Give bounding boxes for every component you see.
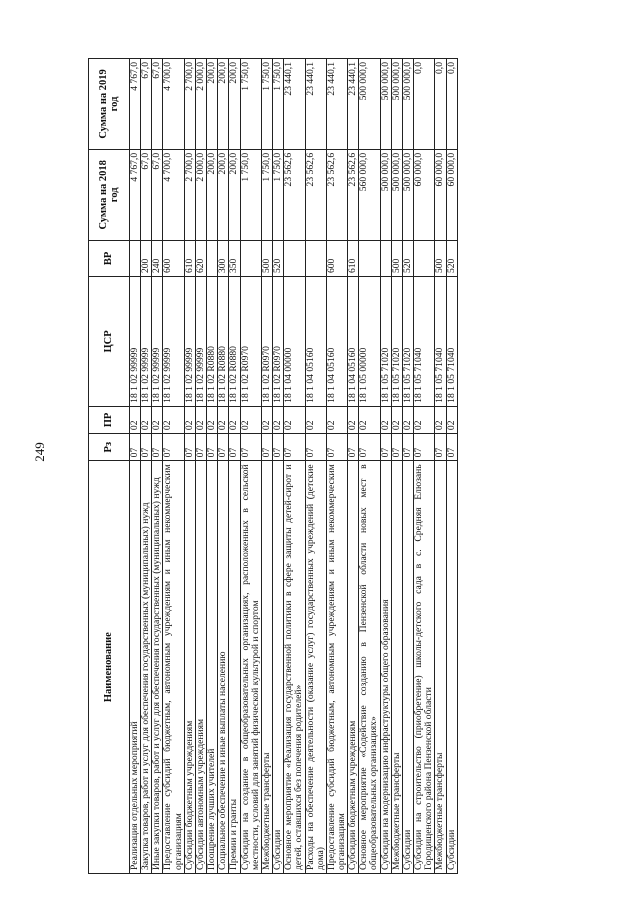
row-vr: 300: [218, 240, 229, 276]
row-vr: [414, 240, 435, 276]
row-sum-2018: 67,0: [152, 149, 163, 240]
row-sum-2018: 1 750,0: [240, 149, 261, 240]
row-pr: 02: [326, 406, 347, 433]
row-name: Основное мероприятие «Содействие созданию в Пензенской области новых мест в общеобразовательных организациях»: [359, 461, 380, 874]
row-vr: 350: [229, 240, 240, 276]
row-sum-2019: 23 440,1: [305, 59, 326, 150]
row-vr: 500: [391, 240, 402, 276]
row-pr: 02: [218, 406, 229, 433]
row-vr: 500: [435, 240, 446, 276]
row-sum-2018: 560 000,0: [359, 149, 380, 240]
row-sum-2019: 1 750,0: [273, 59, 284, 150]
row-sum-2019: 200,0: [229, 59, 240, 150]
row-vr: 200: [141, 240, 152, 276]
row-name: Субсидии на создание в общеобразовательных организациях, расположенных в сельской местности, условий для занятий физической культурой и спортом: [240, 461, 261, 874]
row-sum-2018: 500 000,0: [391, 149, 402, 240]
table-row: [218, 59, 229, 874]
row-pr: 02: [130, 406, 141, 433]
row-name: Субсидии автономным учреждениям: [195, 461, 206, 874]
row-pr: 02: [207, 406, 218, 433]
row-csr: 18 1 02 R0880: [229, 277, 240, 407]
row-name: Предоставление субсидий бюджетным, автономным учреждениям и иным некоммерческим организациям: [163, 461, 184, 874]
table-row: [359, 59, 380, 874]
row-vr: 520: [402, 240, 413, 276]
row-pr: 02: [348, 406, 359, 433]
row-sum-2019: 0,0: [446, 59, 457, 150]
row-rz: 07: [207, 434, 218, 461]
row-csr: 18 1 02 R0970: [240, 277, 261, 407]
header-rz: Рз: [89, 434, 130, 461]
row-vr: 500: [261, 240, 272, 276]
row-rz: 07: [229, 434, 240, 461]
row-sum-2018: 60 000,0: [414, 149, 435, 240]
row-csr: 18 1 05 71020: [391, 277, 402, 407]
row-sum-2019: 200,0: [218, 59, 229, 150]
row-vr: [359, 240, 380, 276]
row-csr: 18 1 05 71040: [446, 277, 457, 407]
row-csr: 18 1 02 R0880: [218, 277, 229, 407]
row-sum-2019: 67,0: [141, 59, 152, 150]
row-csr: 18 1 02 99999: [184, 277, 195, 407]
row-name: Субсидии: [446, 461, 457, 874]
row-name: Субсидии: [273, 461, 284, 874]
row-csr: 18 1 04 05160: [326, 277, 347, 407]
row-sum-2019: 1 750,0: [240, 59, 261, 150]
table-row: [195, 59, 206, 874]
row-pr: 02: [414, 406, 435, 433]
row-sum-2018: 2 700,0: [184, 149, 195, 240]
row-csr: 18 1 05 71020: [380, 277, 391, 407]
row-pr: 02: [446, 406, 457, 433]
row-name: Основное мероприятие «Реализация государственной политики в сфере защиты детей-сирот и детей, оставшихся без попечения родителей»: [284, 461, 305, 874]
row-rz: 07: [359, 434, 380, 461]
row-name: Реализация отдельных мероприятий: [130, 461, 141, 874]
row-vr: 620: [195, 240, 206, 276]
row-rz: 07: [305, 434, 326, 461]
row-rz: 07: [152, 434, 163, 461]
row-vr: 600: [326, 240, 347, 276]
row-sum-2018: 60 000,0: [446, 149, 457, 240]
row-vr: [240, 240, 261, 276]
table-header-row: [89, 59, 130, 874]
row-rz: 07: [391, 434, 402, 461]
row-sum-2018: 1 750,0: [261, 149, 272, 240]
table-row: [348, 59, 359, 874]
row-sum-2019: 200,0: [207, 59, 218, 150]
row-csr: 18 1 05 71040: [414, 277, 435, 407]
row-vr: [284, 240, 305, 276]
row-rz: 07: [195, 434, 206, 461]
row-csr: 18 1 05 71040: [435, 277, 446, 407]
table-row: [229, 59, 240, 874]
row-name: Закупка товаров, работ и услуг для обеспечения государственных (муниципальных) нужд: [141, 461, 152, 874]
row-csr: 18 1 02 R0970: [261, 277, 272, 407]
row-sum-2019: 500 000,0: [380, 59, 391, 150]
row-rz: 07: [130, 434, 141, 461]
row-name: Социальное обеспечение и иные выплаты населению: [218, 461, 229, 874]
row-name: Расходы на обеспечение деятельности (оказание услуг) государственных учреждений (детские дома): [305, 461, 326, 874]
row-vr: [380, 240, 391, 276]
row-csr: 18 1 02 99999: [152, 277, 163, 407]
row-vr: 610: [348, 240, 359, 276]
row-sum-2019: 4 700,0: [163, 59, 184, 150]
row-csr: 18 1 02 R0880: [207, 277, 218, 407]
row-rz: 07: [284, 434, 305, 461]
row-sum-2019: 500 000,0: [359, 59, 380, 150]
row-sum-2019: 0,0: [414, 59, 435, 150]
table-row: [284, 59, 305, 874]
row-pr: 02: [195, 406, 206, 433]
row-pr: 02: [152, 406, 163, 433]
row-name: Иные закупки товаров, работ и услуг для обеспечения государственных (муниципальных) нужд: [152, 461, 163, 874]
header-csr: ЦСР: [89, 277, 130, 407]
row-sum-2018: 200,0: [207, 149, 218, 240]
row-vr: [130, 240, 141, 276]
row-csr: 18 1 04 05160: [305, 277, 326, 407]
row-pr: 02: [229, 406, 240, 433]
row-sum-2019: 23 440,1: [348, 59, 359, 150]
table-row: [207, 59, 218, 874]
row-pr: 02: [402, 406, 413, 433]
table-row: [261, 59, 272, 874]
row-sum-2018: 200,0: [218, 149, 229, 240]
row-rz: 07: [446, 434, 457, 461]
row-name: Межбюджетные трансферты: [261, 461, 272, 874]
row-sum-2018: 4 700,0: [163, 149, 184, 240]
row-rz: 07: [348, 434, 359, 461]
row-sum-2018: 23 562,6: [305, 149, 326, 240]
row-name: Субсидии бюджетным учреждениям: [184, 461, 195, 874]
row-rz: 07: [380, 434, 391, 461]
table-row: [391, 59, 402, 874]
row-name: Межбюджетные трансферты: [391, 461, 402, 874]
row-name: Предоставление субсидий бюджетным, автономным учреждениям и иным некоммерческим организациям: [326, 461, 347, 874]
row-pr: 02: [391, 406, 402, 433]
table-row: [446, 59, 457, 874]
row-sum-2018: 23 562,6: [348, 149, 359, 240]
row-pr: 02: [359, 406, 380, 433]
row-pr: 02: [240, 406, 261, 433]
row-rz: 07: [435, 434, 446, 461]
row-sum-2018: 1 750,0: [273, 149, 284, 240]
row-rz: 07: [414, 434, 435, 461]
row-csr: 18 1 02 99999: [141, 277, 152, 407]
row-sum-2019: 500 000,0: [391, 59, 402, 150]
row-vr: 520: [273, 240, 284, 276]
row-sum-2018: 500 000,0: [402, 149, 413, 240]
row-sum-2019: 0,0: [435, 59, 446, 150]
row-rz: 07: [261, 434, 272, 461]
row-sum-2018: 200,0: [229, 149, 240, 240]
row-rz: 07: [326, 434, 347, 461]
row-sum-2019: 1 750,0: [261, 59, 272, 150]
row-sum-2018: 67,0: [141, 149, 152, 240]
row-rz: 07: [218, 434, 229, 461]
table-row: [240, 59, 261, 874]
row-sum-2019: 4 767,0: [130, 59, 141, 150]
row-sum-2019: 23 440,1: [284, 59, 305, 150]
row-sum-2018: 60 000,0: [435, 149, 446, 240]
row-pr: 02: [141, 406, 152, 433]
row-sum-2018: 500 000,0: [380, 149, 391, 240]
row-vr: 240: [152, 240, 163, 276]
row-sum-2018: 4 767,0: [130, 149, 141, 240]
row-name: Субсидии: [402, 461, 413, 874]
header-name: Наименование: [89, 461, 130, 874]
table-row: [305, 59, 326, 874]
row-name: Субсидии на строительство (приобретение) школы-детского сада в с. Средняя Елюзань Городищенского района Пензенской области: [414, 461, 435, 874]
table-row: [184, 59, 195, 874]
row-csr: 18 1 04 00000: [284, 277, 305, 407]
row-rz: 07: [402, 434, 413, 461]
row-csr: 18 1 02 99999: [130, 277, 141, 407]
budget-table: [88, 58, 458, 874]
row-csr: 18 1 02 99999: [163, 277, 184, 407]
header-sum-2018: Сумма на 2018 год: [89, 149, 130, 240]
table-row: [141, 59, 152, 874]
row-csr: 18 1 02 99999: [195, 277, 206, 407]
row-csr: 18 1 05 00000: [359, 277, 380, 407]
row-sum-2019: 23 440,1: [326, 59, 347, 150]
row-rz: 07: [163, 434, 184, 461]
page-number: 249: [32, 442, 47, 462]
table-row: [435, 59, 446, 874]
row-vr: [305, 240, 326, 276]
table-row: [402, 59, 413, 874]
table-row: [273, 59, 284, 874]
row-rz: 07: [184, 434, 195, 461]
row-rz: 07: [240, 434, 261, 461]
row-pr: 02: [435, 406, 446, 433]
row-csr: 18 1 04 05160: [348, 277, 359, 407]
row-name: Премии и гранты: [229, 461, 240, 874]
row-vr: 520: [446, 240, 457, 276]
row-sum-2018: 23 562,6: [326, 149, 347, 240]
row-pr: 02: [284, 406, 305, 433]
row-name: Межбюджетные трансферты: [435, 461, 446, 874]
row-sum-2019: 500 000,0: [402, 59, 413, 150]
table-row: [152, 59, 163, 874]
table-row: [163, 59, 184, 874]
table-row: [380, 59, 391, 874]
table-row: [326, 59, 347, 874]
header-pr: ПР: [89, 406, 130, 433]
row-rz: 07: [141, 434, 152, 461]
row-vr: [207, 240, 218, 276]
header-sum-2019: Сумма на 2019 год: [89, 59, 130, 150]
row-vr: 600: [163, 240, 184, 276]
row-sum-2019: 67,0: [152, 59, 163, 150]
row-pr: 02: [261, 406, 272, 433]
row-pr: 02: [380, 406, 391, 433]
row-name: Субсидии бюджетным учреждениям: [348, 461, 359, 874]
header-vr: ВР: [89, 240, 130, 276]
row-vr: 610: [184, 240, 195, 276]
table-row: [414, 59, 435, 874]
row-sum-2018: 2 000,0: [195, 149, 206, 240]
row-name: Поощрение лучших учителей: [207, 461, 218, 874]
row-csr: 18 1 05 71020: [402, 277, 413, 407]
row-pr: 02: [305, 406, 326, 433]
row-pr: 02: [273, 406, 284, 433]
row-sum-2019: 2 000,0: [195, 59, 206, 150]
row-sum-2019: 2 700,0: [184, 59, 195, 150]
row-pr: 02: [184, 406, 195, 433]
row-sum-2018: 23 562,6: [284, 149, 305, 240]
row-name: Субсидии на модернизацию инфраструктуры общего образования: [380, 461, 391, 874]
rotated-content: [88, 58, 586, 874]
row-csr: 18 1 02 R0970: [273, 277, 284, 407]
table-row: [130, 59, 141, 874]
row-rz: 07: [273, 434, 284, 461]
row-pr: 02: [163, 406, 184, 433]
